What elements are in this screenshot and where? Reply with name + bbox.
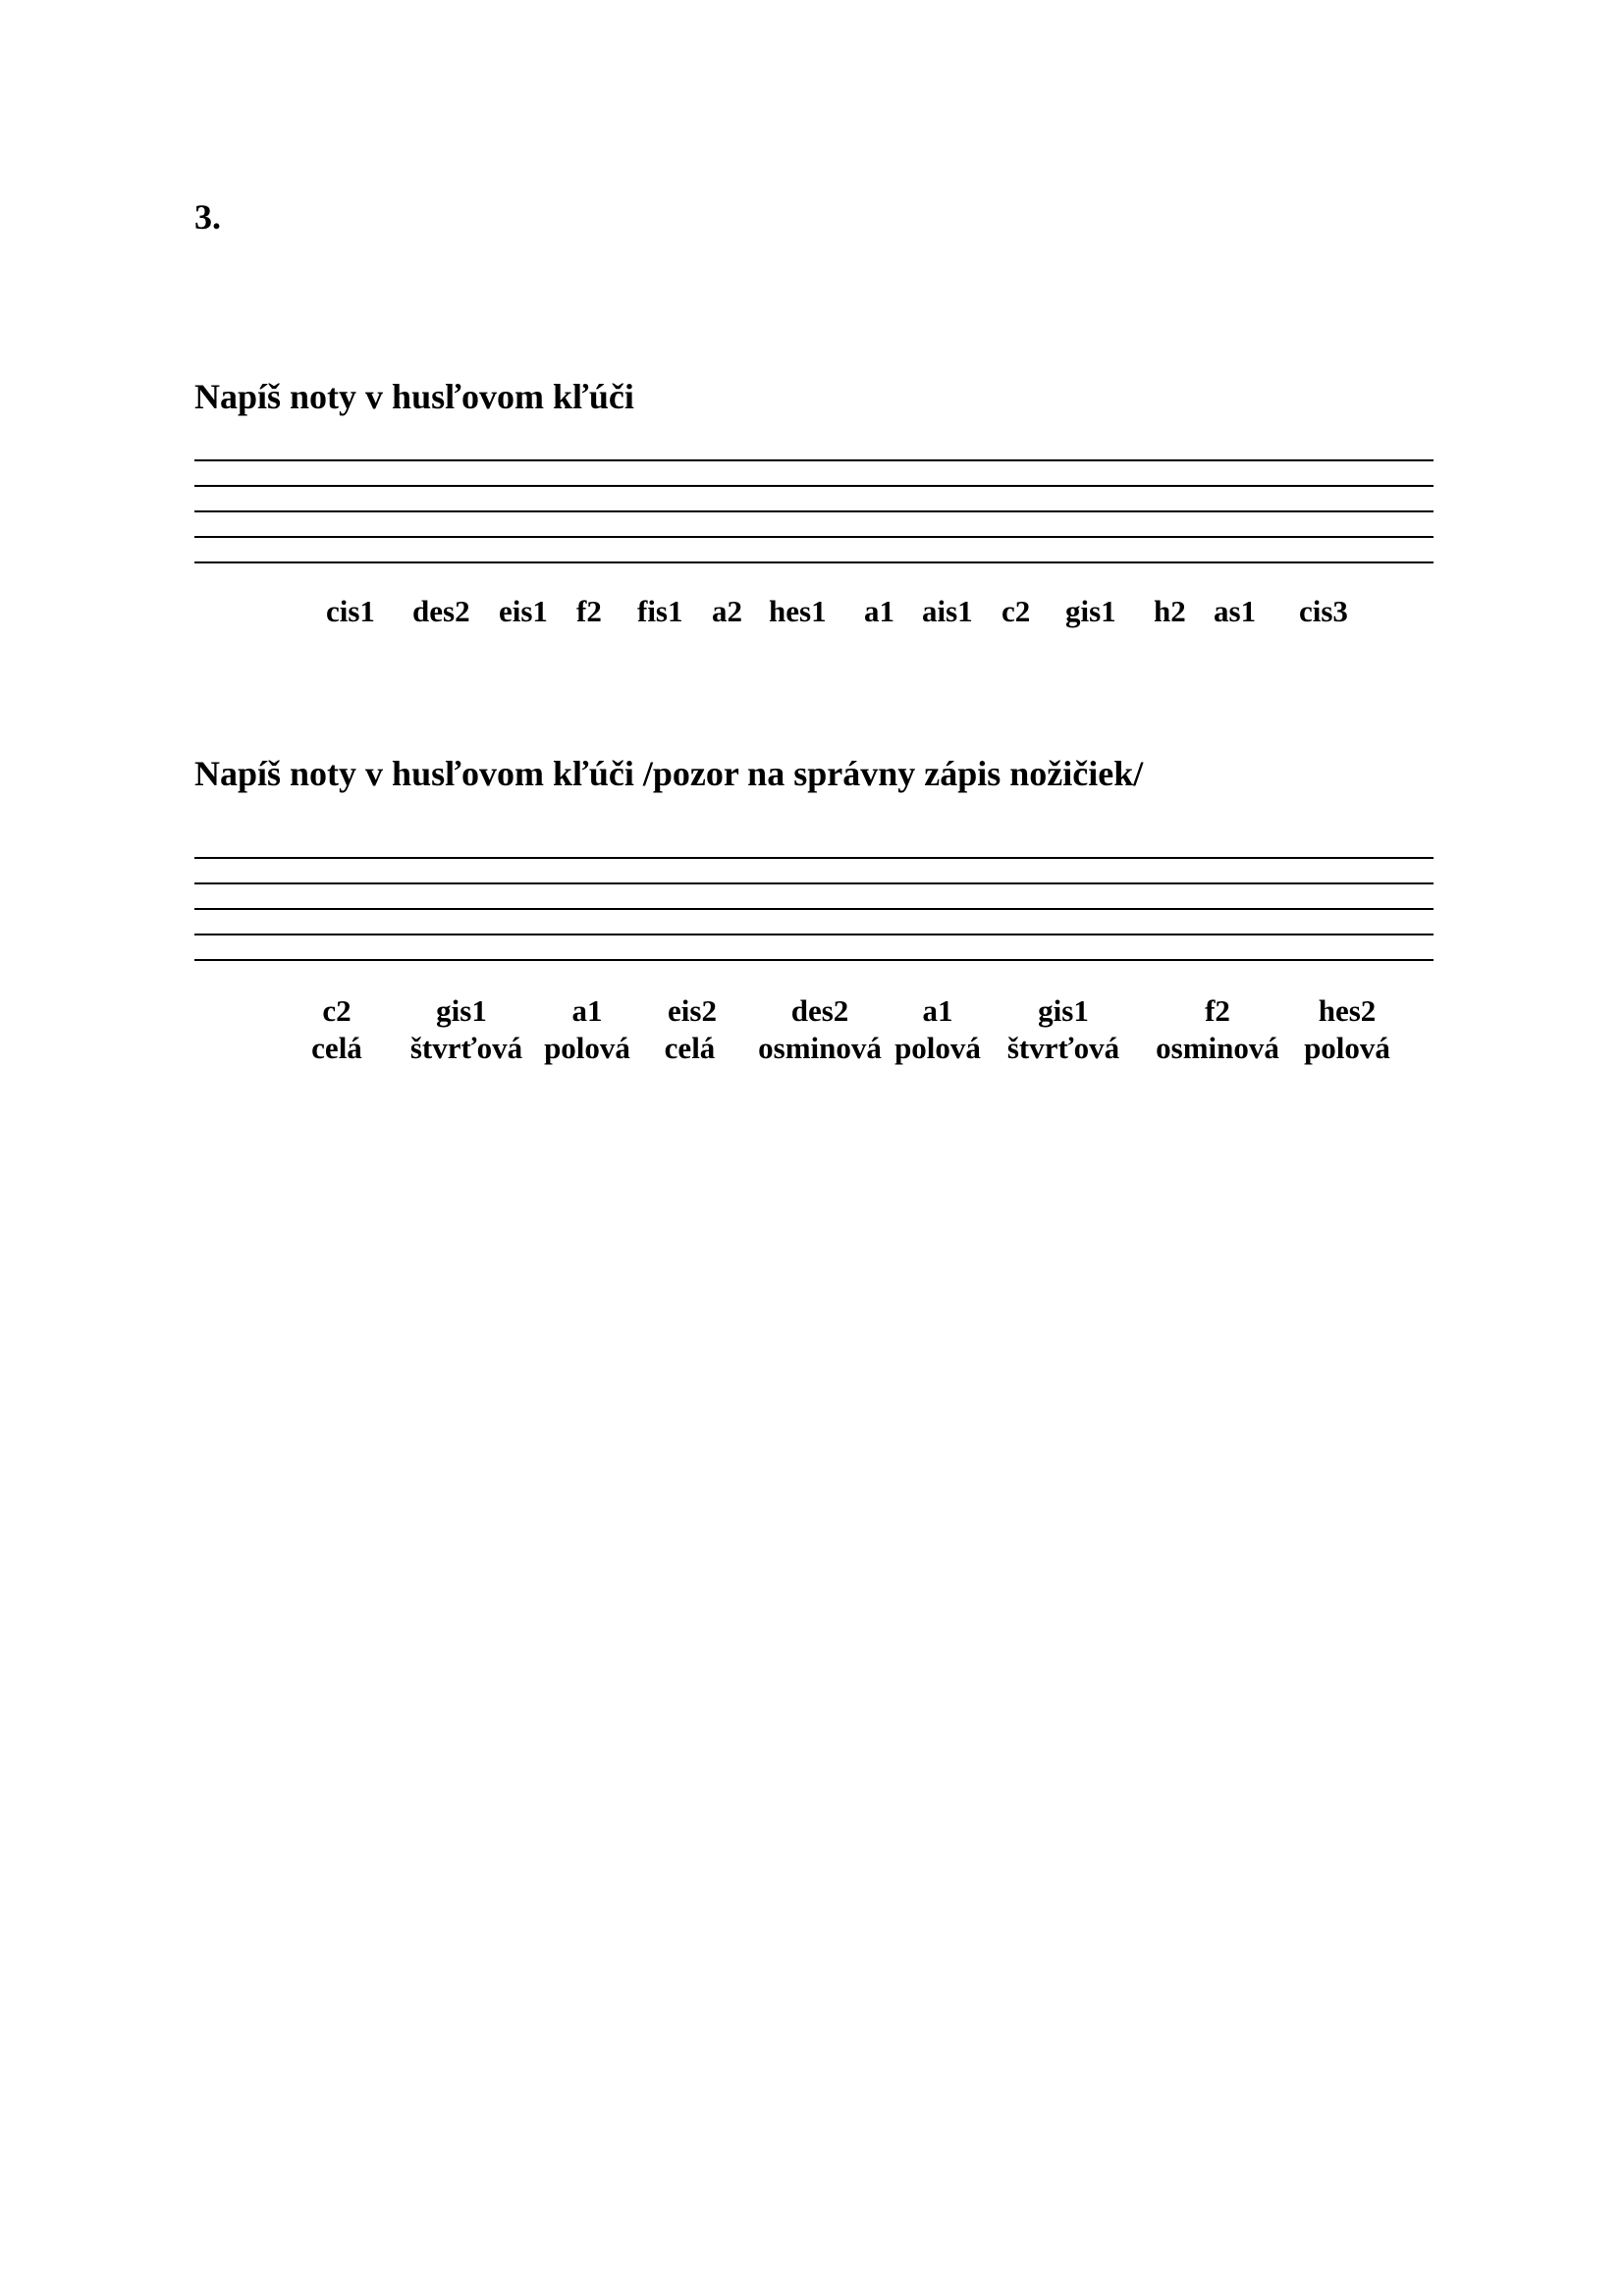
- staff-line: [194, 485, 1434, 487]
- note-name: c2: [1001, 594, 1031, 628]
- staff-line: [194, 561, 1434, 563]
- note-pitch: gis1: [1038, 993, 1089, 1028]
- note-name: des2: [412, 594, 470, 628]
- note-name: f2: [576, 594, 602, 628]
- note-name: gis1: [1065, 594, 1116, 628]
- note-name: eis1: [499, 594, 548, 628]
- section1-heading: Napíš noty v husľovom kľúči: [194, 377, 634, 416]
- note-name: a2: [712, 594, 742, 628]
- section1-note-names: [0, 594, 1624, 633]
- note-duration: štvrťová: [1006, 1031, 1120, 1065]
- note-name: ais1: [922, 594, 973, 628]
- note-duration: celá: [664, 1031, 716, 1065]
- staff-line: [194, 536, 1434, 538]
- staff-line: [194, 857, 1434, 859]
- note-duration: osminová: [1156, 1031, 1279, 1065]
- note-pitch: gis1: [436, 993, 487, 1028]
- note-pitch: eis2: [668, 993, 717, 1028]
- note-name: cis3: [1299, 594, 1348, 628]
- note-duration: osminová: [758, 1031, 882, 1065]
- note-duration: polová: [1304, 1031, 1390, 1065]
- note-pitch: f2: [1205, 993, 1230, 1028]
- note-pitch: a1: [571, 993, 603, 1028]
- note-pitch: hes2: [1318, 993, 1377, 1028]
- section2-staff: [194, 857, 1434, 965]
- staff-line: [194, 908, 1434, 910]
- exercise-number: 3.: [194, 197, 221, 237]
- staff-line: [194, 510, 1434, 512]
- staff-line: [194, 934, 1434, 935]
- note-name: hes1: [769, 594, 827, 628]
- note-pitch: des2: [790, 993, 849, 1028]
- section2-heading: Napíš noty v husľovom kľúči /pozor na správny zápis nožičiek/: [194, 754, 1144, 793]
- note-pitch: c2: [322, 993, 352, 1028]
- section2-note-names: [0, 993, 1624, 1072]
- staff-line: [194, 882, 1434, 884]
- note-name: fis1: [637, 594, 683, 628]
- staff-line: [194, 459, 1434, 461]
- note-duration: štvrťová: [409, 1031, 523, 1065]
- note-duration: celá: [311, 1031, 362, 1065]
- note-duration: polová: [544, 1031, 630, 1065]
- note-name: cis1: [326, 594, 375, 628]
- note-name: a1: [864, 594, 894, 628]
- staff-line: [194, 959, 1434, 961]
- note-pitch: a1: [922, 993, 953, 1028]
- note-duration: polová: [894, 1031, 981, 1065]
- note-name: h2: [1154, 594, 1186, 628]
- section1-staff: [194, 459, 1434, 567]
- note-name: as1: [1214, 594, 1257, 628]
